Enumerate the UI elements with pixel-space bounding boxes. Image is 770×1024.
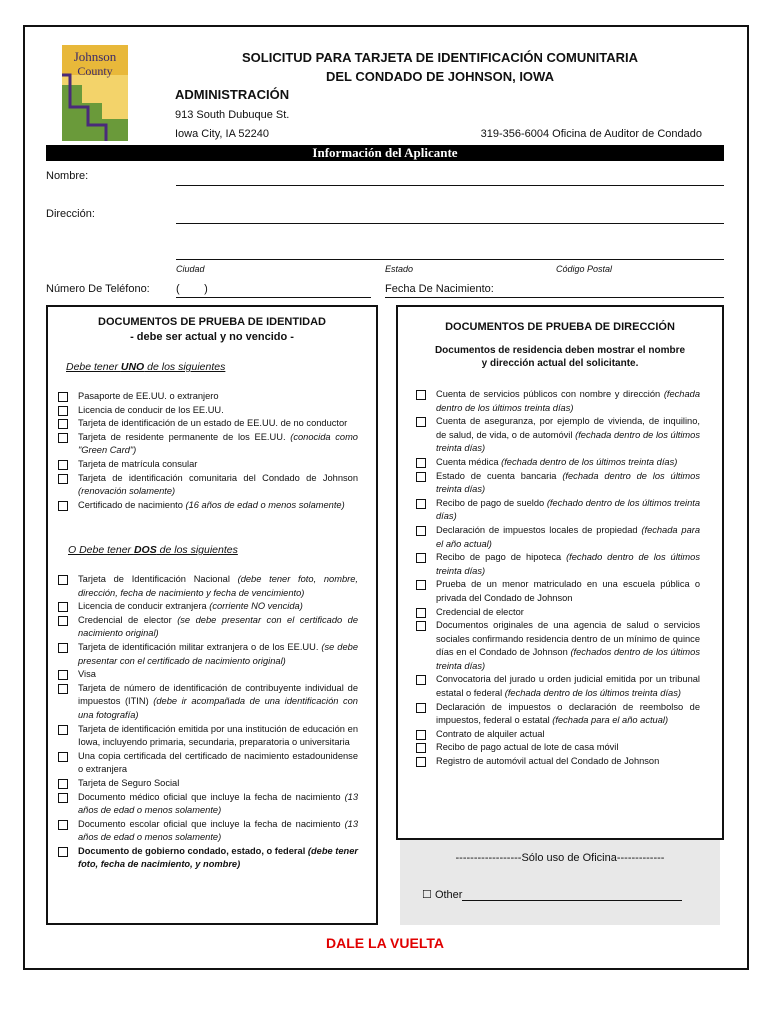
other-field[interactable] <box>462 890 682 901</box>
document-note: (fechado dentro de los últimos treinta días) <box>436 497 700 522</box>
document-item <box>58 777 358 791</box>
other-label: Other <box>434 889 463 901</box>
document-checkbox[interactable] <box>416 743 426 753</box>
admin-label: ADMINISTRACIÓN <box>175 87 290 102</box>
document-checkbox[interactable] <box>416 608 426 618</box>
state-label: Estado <box>385 264 414 274</box>
document-text: Documento escolar oficial que incluye la fecha de nacimiento <box>78 818 345 829</box>
document-item <box>416 415 700 456</box>
document-checkbox[interactable] <box>416 526 426 536</box>
document-checkbox[interactable] <box>416 472 426 482</box>
document-text: Tarjeta de identificación de un estado de EE.UU. de no conductor <box>78 418 348 429</box>
document-item <box>58 682 358 723</box>
document-text: Tarjeta de número de identificación de contribuyente individual de impuestos (ITIN) <box>78 682 358 707</box>
document-item <box>416 701 700 728</box>
document-note: (corriente NO vencida) <box>209 601 303 612</box>
logo-text-bottom: County <box>77 64 113 78</box>
document-item <box>58 600 358 614</box>
document-text: Estado de cuenta bancaria <box>436 470 563 481</box>
document-checkbox[interactable] <box>58 602 68 612</box>
document-note: (debe tener foto, fecha de nacimiento, y nombre) <box>78 845 358 870</box>
document-note: (fechada dentro de los últimos treinta días) <box>436 389 700 413</box>
other-checkbox[interactable]: ☐ <box>422 889 432 901</box>
residence-list <box>416 388 700 769</box>
birth-label: Fecha De Nacimiento: <box>385 283 494 295</box>
document-item <box>58 404 358 418</box>
document-item <box>58 845 358 872</box>
document-text: Una copia certificada del certificado de nacimiento estadounidense o extranjera <box>78 750 358 775</box>
identity-subheading: - debe ser actual y no vencido - <box>130 331 294 343</box>
office-use-box <box>400 840 720 925</box>
document-checkbox[interactable] <box>416 417 426 427</box>
office-phone: 319-356-6004 Oficina de Auditor de Condado <box>480 128 702 140</box>
document-item <box>58 791 358 818</box>
document-checkbox[interactable] <box>416 499 426 509</box>
applicant-info-band: Información del Aplicante <box>46 145 724 161</box>
document-text: Pasaporte de EE.UU. o extranjero <box>78 391 219 401</box>
title-line-1: SOLICITUD PARA TARJETA DE IDENTIFICACIÓN COMUNITARIA <box>241 50 638 65</box>
document-note: (fechada para el año actual) <box>552 715 669 726</box>
document-text: Tarjeta de residente permanente de los EE.UU. <box>78 431 291 442</box>
document-item <box>416 606 700 620</box>
identity-heading: DOCUMENTOS DE PRUEBA DE IDENTIDAD <box>98 316 326 328</box>
birth-field[interactable] <box>385 297 724 298</box>
phone-field[interactable]: ( ) <box>176 283 208 295</box>
document-note: (fechado dentro de los últimos treinta días) <box>436 552 700 576</box>
document-item <box>416 673 700 700</box>
document-checkbox[interactable] <box>58 684 68 694</box>
city-label: Ciudad <box>176 264 205 274</box>
document-checkbox[interactable] <box>416 580 426 590</box>
document-item <box>58 472 358 499</box>
document-item <box>416 524 700 551</box>
document-item <box>58 641 358 668</box>
document-checkbox[interactable] <box>416 675 426 685</box>
document-text: Credencial de elector <box>436 606 524 617</box>
document-item <box>58 417 358 431</box>
document-text: Licencia de conducir de los EE.UU. <box>78 404 224 415</box>
name-label: Nombre: <box>46 170 89 182</box>
document-checkbox[interactable] <box>58 406 68 416</box>
document-text: Cuenta de servicios públicos con nombre y dirección <box>436 389 664 399</box>
document-note: (se debe presentar con el certificado de nacimiento original) <box>78 614 358 639</box>
document-note: (conocida como "Green Card") <box>78 431 358 456</box>
document-item <box>416 470 700 497</box>
document-item <box>58 499 358 513</box>
document-text: Prueba de un menor matriculado en una escuela pública o privada del Condado de Johnson <box>436 579 700 603</box>
document-checkbox[interactable] <box>58 820 68 830</box>
requirement-two: O Debe tener DOS de los siguientes <box>68 544 238 556</box>
title-line-2: DEL CONDADO DE JOHNSON, IOWA <box>325 69 554 84</box>
document-text: Contrato de alquiler actual <box>436 728 545 739</box>
document-note: (fechada dentro de los últimos treinta días) <box>504 688 681 699</box>
document-note: (se debe presentar con el certificado de nacimiento original) <box>78 641 358 666</box>
document-note: (fechada dentro de los últimos treinta días) <box>501 456 678 467</box>
document-note: (16 años de edad o menos solamente) <box>185 499 345 510</box>
document-item <box>416 728 700 742</box>
requirement-one: Debe tener UNO de los siguientes <box>66 361 226 373</box>
document-text: Cuenta médica <box>436 456 502 467</box>
logo-text-top: Johnson <box>73 49 117 64</box>
document-item <box>58 573 358 600</box>
document-text: Credencial de elector <box>78 614 178 625</box>
document-text: Recibo de pago de hipoteca <box>436 552 567 563</box>
document-checkbox[interactable] <box>416 757 426 767</box>
document-checkbox[interactable] <box>58 501 68 511</box>
document-checkbox[interactable] <box>416 390 426 400</box>
document-item <box>416 741 700 755</box>
document-item <box>416 456 700 470</box>
document-checkbox[interactable] <box>416 703 426 713</box>
document-text: Tarjeta de identificación emitida por una institución de educación en Iowa, incluyendo primaria, secundaria, preparatoria o universitaria <box>78 723 358 748</box>
document-item <box>58 390 358 404</box>
document-checkbox[interactable] <box>58 793 68 803</box>
document-item <box>58 458 358 472</box>
document-note: (13 años de edad o menos solamente) <box>78 818 358 843</box>
document-text: Certificado de nacimiento <box>78 499 186 510</box>
document-note: (fechada para el año actual) <box>436 524 701 549</box>
identity-list-two <box>58 573 358 872</box>
document-text: Visa <box>78 669 96 680</box>
document-note: (renovación solamente) <box>78 486 176 497</box>
phone-label: Número De Teléfono: <box>46 283 150 295</box>
document-text: Recibo de pago de sueldo <box>436 497 547 508</box>
document-note: (fechada dentro de los últimos treinta días) <box>436 429 700 454</box>
identity-list-one <box>58 390 358 512</box>
document-checkbox[interactable] <box>58 392 68 402</box>
street-address: 913 South Dubuque St. <box>175 109 290 121</box>
address-label: Dirección: <box>46 208 95 220</box>
phone-field-line <box>176 297 371 298</box>
document-text: Registro de automóvil actual del Condado de Johnson <box>436 756 660 767</box>
document-text: Tarjeta de Identificación Nacional <box>78 574 238 584</box>
document-item <box>416 578 700 605</box>
document-item <box>58 723 358 750</box>
turn-over-note: DALE LA VUELTA <box>326 935 444 951</box>
document-text: Declaración de impuestos o declaración de reembolso de impuestos, federal o estatal <box>436 701 700 726</box>
residence-heading: DOCUMENTOS DE PRUEBA DE DIRECCIÓN <box>445 321 675 333</box>
document-checkbox[interactable] <box>58 752 68 762</box>
document-text: Documento de gobierno condado, estado, o federal <box>78 845 308 856</box>
document-note: (fechada dentro de los últimos treinta días) <box>436 470 700 495</box>
document-item <box>58 668 358 682</box>
document-item <box>58 431 358 458</box>
residence-sub-2: y dirección actual del solicitante. <box>481 358 639 369</box>
document-checkbox[interactable] <box>58 847 68 857</box>
document-checkbox[interactable] <box>58 575 68 585</box>
document-item <box>416 497 700 524</box>
name-field[interactable] <box>176 185 724 186</box>
document-text: Licencia de conducir extranjera <box>78 601 210 612</box>
city-address: Iowa City, IA 52240 <box>175 128 269 140</box>
document-note: (debe tener foto, nombre, dirección, fecha de nacimiento y fecha de vencimiento) <box>78 574 358 598</box>
document-item <box>416 388 700 415</box>
document-text: Documentos originales de una agencia de salud o servicios sociales confirmando residencia dentro de un mínimo de quince días en el Condado de Johnson <box>436 620 700 658</box>
document-text: Declaración de impuestos locales de propiedad <box>436 524 642 535</box>
document-checkbox[interactable] <box>58 643 68 653</box>
document-checkbox[interactable] <box>58 616 68 626</box>
document-item <box>58 614 358 641</box>
address-field-2[interactable] <box>176 259 724 260</box>
document-checkbox[interactable] <box>416 458 426 468</box>
office-use-title: ------------------Sólo uso de Oficina------------- <box>455 852 665 864</box>
document-checkbox[interactable] <box>58 474 68 484</box>
document-text: Recibo de pago actual de lote de casa móvil <box>436 742 619 753</box>
document-text: Tarjeta de identificación militar extranjera o de los EE.UU. <box>78 641 322 652</box>
zip-label: Código Postal <box>556 264 613 274</box>
document-item <box>416 551 700 578</box>
office-other-row <box>422 888 682 901</box>
document-checkbox[interactable] <box>58 725 68 735</box>
residence-sub-1: Documentos de residencia deben mostrar el nombre <box>434 345 686 356</box>
document-checkbox[interactable] <box>58 433 68 443</box>
document-text: Tarjeta de Seguro Social <box>78 777 180 788</box>
document-checkbox[interactable] <box>58 460 68 470</box>
document-item <box>58 750 358 777</box>
document-note: (13 años de edad o menos solamente) <box>78 791 358 816</box>
document-checkbox[interactable] <box>416 730 426 740</box>
document-text: Documento médico oficial que incluye la fecha de nacimiento <box>78 791 345 802</box>
document-text: Convocatoria del jurado u orden judicial emitida por un tribunal estatal o federal <box>436 674 700 699</box>
document-checkbox[interactable] <box>58 670 68 680</box>
document-checkbox[interactable] <box>58 779 68 789</box>
document-item <box>58 818 358 845</box>
document-checkbox[interactable] <box>416 621 426 631</box>
address-field[interactable] <box>176 223 724 224</box>
document-text: Tarjeta de matrícula consular <box>78 458 198 469</box>
document-text: Tarjeta de identificación comunitaria del Condado de Johnson <box>78 472 358 483</box>
document-note: (debe ir acompañada de una identificación con una fotografía) <box>78 696 358 720</box>
johnson-county-logo <box>62 45 128 141</box>
document-text: Cuenta de aseguranza, por ejemplo de vivienda, de inquilino, de salud, de vida, o de automóvil <box>436 416 700 440</box>
document-checkbox[interactable] <box>416 553 426 563</box>
document-item <box>416 619 700 673</box>
document-checkbox[interactable] <box>58 419 68 429</box>
document-item <box>416 755 700 769</box>
document-note: (fechados dentro de los últimos treinta días) <box>436 647 701 671</box>
